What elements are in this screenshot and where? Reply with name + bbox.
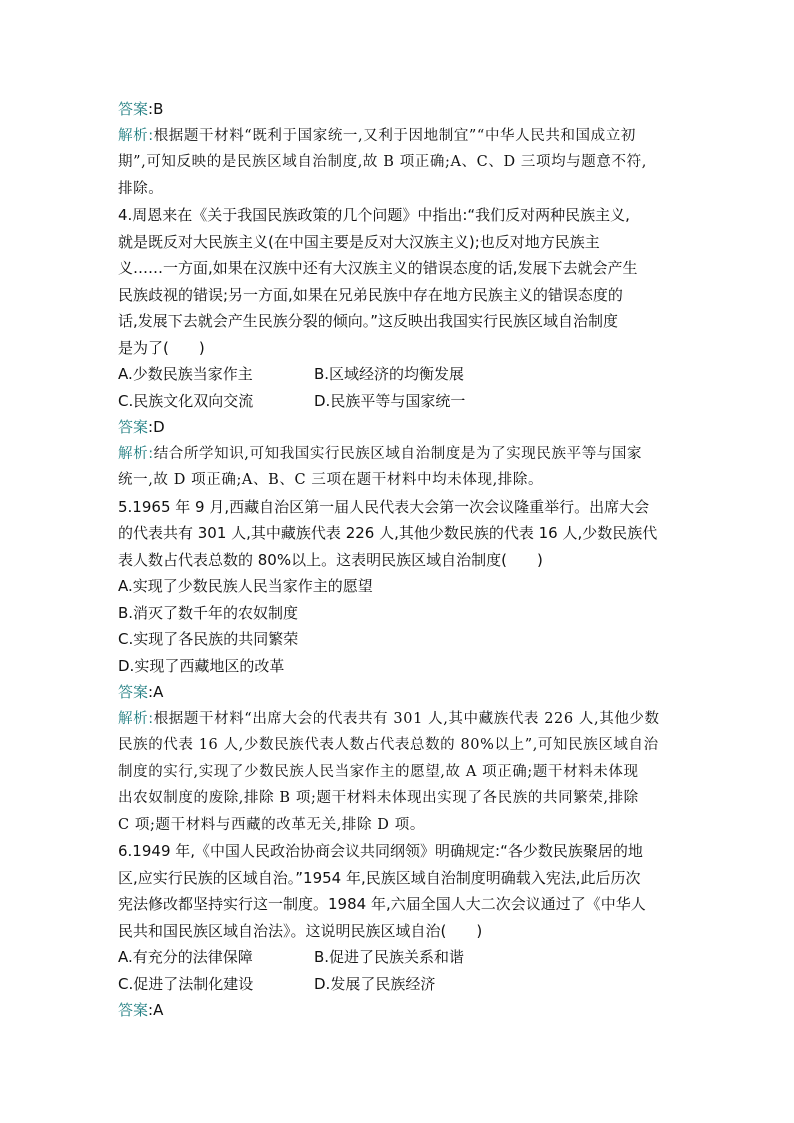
option-c: C.民族文化双向交流 <box>118 391 254 410</box>
answer-label: 答案 <box>118 100 149 118</box>
question-5 <box>118 494 678 680</box>
option-d: D.民族平等与国家统一 <box>314 391 466 410</box>
explanation-line: 民族的代表 16 人,少数民族代表人数占代表总数的 80%以上”,可知民族区域自治 <box>118 737 659 753</box>
option-a: A.有充分的法律保障 <box>118 948 253 966</box>
option-d: D.发展了民族经济 <box>314 974 436 993</box>
document-page <box>118 96 678 1024</box>
explanation-line: 根据题干材料“既利于国家统一,又利于因地制宜”“中华人民共和国成立初 <box>153 127 636 144</box>
option-c: C.实现了各民族的共同繁荣 <box>118 630 299 648</box>
answer-q5: 答案:A <box>118 683 164 701</box>
question-stem-line: 民族歧视的错误;另一方面,如果在兄弟民族中存在地方民族主义的错误态度的 <box>118 285 623 304</box>
answer-value: A <box>153 1001 164 1019</box>
question-stem-line: 4.周恩来在《关于我国民族政策的几个问题》中指出:“我们反对两种民族主义, <box>118 206 630 224</box>
explanation-label: 解析 <box>118 445 149 462</box>
question-stem-line: 话,发展下去就会产生民族分裂的倾向。”这反映出我国实行民族区域自治制度 <box>118 312 619 330</box>
question-stem-line: 区,应实行民族的区域自治。”1954 年,民族区域自治制度明确载入宪法,此后历次 <box>118 868 641 887</box>
question-stem-line: 表人数占代表总数的 80%以上。这表明民族区域自治制度( ) <box>118 550 543 569</box>
question-stem-line: 义……一方面,如果在汉族中还有大汉族主义的错误态度的话,发展下去就会产生 <box>118 259 638 277</box>
explanation-line: 结合所学知识,可知我国实行民族区域自治制度是为了实现民族平等与国家 <box>153 445 643 462</box>
question-stem-line: 就是既反对大民族主义(在中国主要是反对大汉族主义);也反对地方民族主 <box>118 232 600 251</box>
option-d: D.实现了西藏地区的改革 <box>118 656 285 675</box>
answer-value: B <box>153 100 164 118</box>
explanation-line: 出农奴制度的废除,排除 B 项;题干材料未体现出实现了各民族的共同繁荣,排除 <box>118 790 639 806</box>
explanation-line: 排除。 <box>118 180 164 197</box>
answer-value: D <box>153 418 165 436</box>
explanation-q3: 解析:根据题干材料“既利于国家统一,又利于因地制宜”“中华人民共和国成立初 期”,可知反映的是民族区域自治制度,故 B 项正确;A、C、D 三项均与题意不符, 排除。 <box>118 123 678 203</box>
answer-label: 答案 <box>118 1001 149 1019</box>
question-stem-line: 宪法修改都坚持实行这一制度。1984 年,六届全国人大二次会议通过了《中华人 <box>118 895 646 913</box>
explanation-line: C 项;题干材料与西藏的改革无关,排除 D 项。 <box>118 816 425 833</box>
explanation-line: 统一,故 D 项正确;A、B、C 三项在题干材料中均未体现,排除。 <box>118 472 544 488</box>
answer-label: 答案 <box>118 418 149 436</box>
question-6 <box>118 838 678 997</box>
explanation-label: 解析 <box>118 710 149 727</box>
explanation-line: 期”,可知反映的是民族区域自治制度,故 B 项正确;A、C、D 三项均与题意不符, <box>118 154 647 170</box>
option-a: A.实现了少数民族人民当家作主的愿望 <box>118 577 373 595</box>
answer-q6: 答案:A <box>118 1001 164 1019</box>
options-row <box>118 971 678 998</box>
option-a: A.少数民族当家作主 <box>118 365 253 383</box>
options-row <box>118 944 678 971</box>
question-stem-line: 6.1949 年,《中国人民政治协商会议共同纲领》明确规定:“各少数民族聚居的地 <box>118 842 643 860</box>
option-c: C.促进了法制化建设 <box>118 974 254 993</box>
option-b: B.促进了民族关系和谐 <box>314 948 465 966</box>
explanation-line: 根据题干材料“出席大会的代表共有 301 人,其中藏族代表 226 人,其他少数 <box>153 710 660 727</box>
explanation-label: 解析 <box>118 127 149 144</box>
answer-label: 答案 <box>118 683 149 701</box>
answer-q4: 答案:D <box>118 418 165 436</box>
option-b: B.消灭了数千年的农奴制度 <box>118 603 299 622</box>
question-stem-line: 民共和国民族区域自治法》。这说明民族区域自治( ) <box>118 921 483 940</box>
explanation-line: 制度的实行,实现了少数民族人民当家作主的愿望,故 A 项正确;题干材料未体现 <box>118 763 639 780</box>
question-stem-line: 是为了( ) <box>118 338 205 357</box>
answer-q3: 答案:B <box>118 100 164 118</box>
option-b: B.区域经济的均衡发展 <box>314 365 465 383</box>
question-4 <box>118 202 678 414</box>
answer-value: A <box>153 683 164 701</box>
explanation-q4: 解析:结合所学知识,可知我国实行民族区域自治制度是为了实现民族平等与国家 统一,故 D 项正确;A、B、C 三项在题干材料中均未体现,排除。 <box>118 441 678 494</box>
question-stem-line: 5.1965 年 9 月,西藏自治区第一届人民代表大会第一次会议隆重举行。出席大会 <box>118 497 650 516</box>
options-row <box>118 361 678 388</box>
options-row <box>118 388 678 415</box>
question-stem-line: 的代表共有 301 人,其中藏族代表 226 人,其他少数民族的代表 16 人,少数民族代 <box>118 524 658 542</box>
explanation-q5: 解析:根据题干材料“出席大会的代表共有 301 人,其中藏族代表 226 人,其他少数 民族的代表 16 人,少数民族代表人数占代表总数的 80%以上”,可知民族区域自治 制度的实行,实现了少数民族人民当家作主的愿望,故 A 项正确;题干材料未体现 出农奴制度的废除,排除 B 项;题干材料未体现出实现了各民族的共同繁荣,排除 C 项;题干材料与西藏的改革无关,排除 D 项。 <box>118 706 678 839</box>
